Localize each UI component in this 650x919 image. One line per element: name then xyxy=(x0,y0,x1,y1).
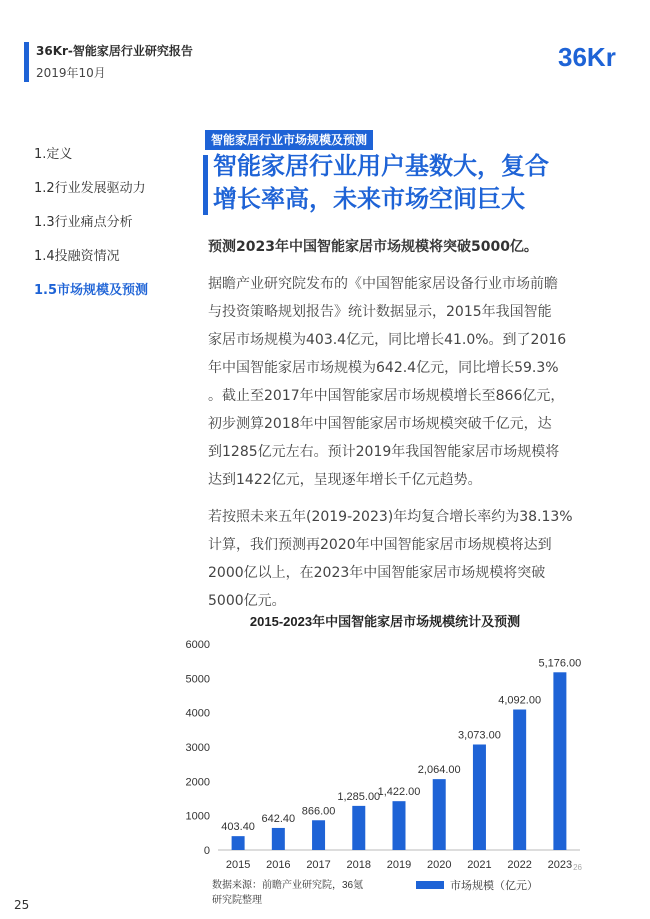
report-title: 36Kr-智能家居行业研究报告 xyxy=(36,44,193,58)
legend-swatch xyxy=(416,881,444,889)
headline-accent-bar xyxy=(203,155,208,215)
page-number: 25 xyxy=(14,898,30,912)
y-tick-label: 5000 xyxy=(185,673,210,686)
legend-label: 市场规模（亿元） xyxy=(450,880,538,892)
headline-line-2: 增长率高，未来市场空间巨大 xyxy=(213,185,525,213)
x-tick-label: 2021 xyxy=(467,859,492,871)
paragraph-line: 。截止至2017年中国智能家居市场规模增长至866亿元， xyxy=(208,388,565,404)
data-label: 866.00 xyxy=(301,805,336,818)
x-tick-label: 2017 xyxy=(306,859,331,871)
paragraph-line: 2000亿以上，在2023年中国智能家居市场规模将突破 xyxy=(208,565,546,581)
x-tick-label: 2022 xyxy=(507,859,532,871)
bar xyxy=(312,820,325,850)
lead-sentence: 预测2023年中国智能家居市场规模将突破5000亿。 xyxy=(208,239,538,255)
y-tick-label: 4000 xyxy=(185,707,210,720)
y-tick-label: 2000 xyxy=(185,776,210,789)
nav-item-definition[interactable]: 1.定义 xyxy=(34,147,73,162)
market-size-bar-chart xyxy=(180,608,590,914)
paragraph-line: 初步测算2018年中国智能家居市场规模突破千亿元，达 xyxy=(208,416,552,432)
x-tick-label: 2015 xyxy=(225,859,251,871)
paragraph-line: 年中国智能家居市场规模为642.4亿元，同比增长59.3% xyxy=(208,360,559,376)
header-accent-bar xyxy=(24,42,29,82)
y-tick-label: 1000 xyxy=(185,810,210,823)
headline xyxy=(213,150,633,216)
data-label: 642.40 xyxy=(261,812,296,825)
x-tick-label: 2016 xyxy=(266,859,291,871)
data-label: 403.40 xyxy=(221,821,255,834)
paragraph-line: 若按照未来五年(2019-2023)年均复合增长率约为38.13% xyxy=(208,509,573,525)
nav-item-drivers[interactable]: 1.2行业发展驱动力 xyxy=(34,181,146,196)
data-label: 4,092.00 xyxy=(498,694,542,707)
bar xyxy=(513,710,526,850)
y-tick-label: 0 xyxy=(203,845,210,857)
headline-line-1: 智能家居行业用户基数大，复合 xyxy=(213,152,549,180)
nav-item-pain-points[interactable]: 1.3行业痛点分析 xyxy=(34,215,133,230)
section-nav xyxy=(34,144,204,314)
bar xyxy=(553,672,566,850)
x-tick-label: 2019 xyxy=(386,859,412,871)
bar xyxy=(473,744,486,850)
bar xyxy=(352,806,365,850)
paragraph-line: 家居市场规模为403.4亿元，同比增长41.0%。到了2016 xyxy=(208,332,567,348)
nav-item-market-size[interactable]: 1.5市场规模及预测 xyxy=(34,283,149,298)
paragraph-1 xyxy=(208,270,566,494)
nav-item-investment[interactable]: 1.4投融资情况 xyxy=(34,249,120,264)
bar xyxy=(232,836,245,850)
chart-source: 数据来源：前瞻产业研究院，36氪 xyxy=(212,880,364,891)
chart-source: 研究院整理 xyxy=(212,895,262,906)
paragraph-2 xyxy=(208,503,573,615)
report-date: 2019年10月 xyxy=(36,66,106,80)
paragraph-line: 达到1422亿元，呈现逐年增长千亿元趋势。 xyxy=(208,472,482,488)
paragraph-line: 到1285亿元左右。预计2019年我国智能家居市场规模将 xyxy=(208,444,560,460)
bar xyxy=(393,801,406,850)
bar xyxy=(433,779,446,850)
paragraph-line: 5000亿元。 xyxy=(208,593,286,609)
data-label: 1,285.00 xyxy=(337,790,381,803)
bar xyxy=(272,828,285,850)
logo-36kr xyxy=(556,36,620,76)
data-label: 3,073.00 xyxy=(458,729,501,742)
chart-title: 2015-2023年中国智能家居市场规模统计及预测 xyxy=(249,614,521,629)
y-tick-label: 6000 xyxy=(185,639,210,651)
x-tick-label: 2020 xyxy=(426,859,452,871)
section-tag: 智能家居行业市场规模及预测 xyxy=(205,130,373,150)
paragraph-line: 与投资策略规划报告》统计数据显示，2015年我国智能 xyxy=(208,304,552,320)
data-label: 5,176.00 xyxy=(538,657,582,670)
chart-corner-page: 26 xyxy=(573,863,582,872)
y-tick-label: 3000 xyxy=(185,742,210,754)
x-tick-label: 2023 xyxy=(547,859,573,871)
paragraph-line: 计算，我们预测再2020年中国智能家居市场规模将达到 xyxy=(208,537,552,553)
logo-text: 36Kr xyxy=(558,42,616,72)
data-label: 1,422.00 xyxy=(377,786,421,799)
paragraph-line: 据瞻产业研究院发布的《中国智能家居设备行业市场前瞻 xyxy=(208,276,558,292)
data-label: 2,064.00 xyxy=(417,764,461,777)
x-tick-label: 2018 xyxy=(346,859,372,871)
